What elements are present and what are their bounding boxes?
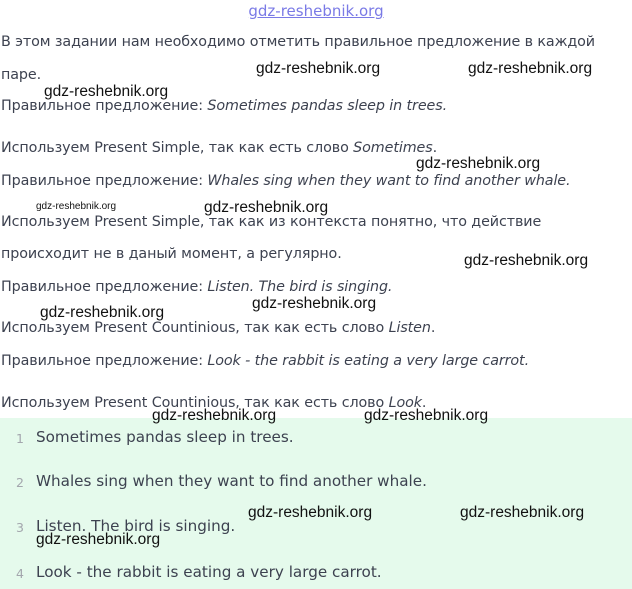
explanation-line	[1, 140, 437, 156]
watermark: gdz-reshebnik.org	[36, 201, 117, 212]
correct-sentence-line	[1, 173, 570, 189]
explanation-text: Используем Present Simple, так как есть слово	[1, 140, 349, 156]
watermark: gdz-reshebnik.org	[248, 504, 373, 521]
correct-label: Правильное предложение:	[1, 353, 203, 369]
answer-text: Look - the rabbit is eating a very large carrot.	[36, 563, 382, 581]
explanation-keyword: Listen	[388, 320, 431, 336]
explanation-text: Используем Present Countinious, так как есть слово	[1, 320, 385, 336]
watermark: gdz-reshebnik.org	[416, 155, 541, 172]
answer-number: 3	[16, 520, 24, 535]
watermark: gdz-reshebnik.org	[152, 407, 277, 424]
correct-sentence: Look - the rabbit is eating a very large carrot.	[207, 353, 530, 369]
answer-number: 4	[16, 566, 24, 581]
watermark: gdz-reshebnik.org	[256, 60, 381, 77]
watermark: gdz-reshebnik.org	[460, 504, 585, 521]
watermark: gdz-reshebnik.org	[468, 60, 593, 77]
correct-sentence-line	[1, 353, 529, 369]
answer-number: 1	[16, 431, 24, 446]
watermark: gdz-reshebnik.org	[464, 252, 589, 269]
explanation-text: происходит не в даный момент, а регулярно.	[1, 246, 342, 262]
watermark: gdz-reshebnik.org	[252, 295, 377, 312]
answer-number: 2	[16, 475, 24, 490]
intro-line-1: В этом задании нам необходимо отметить правильное предложение в каждой	[1, 34, 595, 50]
answer-item	[0, 472, 632, 494]
watermark: gdz-reshebnik.org	[364, 407, 489, 424]
correct-sentence-line	[1, 279, 392, 295]
explanation-suffix: .	[432, 140, 438, 156]
watermark: gdz-reshebnik.org	[204, 199, 329, 216]
explanation-text: Используем Present Simple, так как из контекста понятно, что действие	[1, 214, 542, 230]
answer-text: Sometimes pandas sleep in trees.	[36, 428, 294, 446]
explanation-keyword: Sometimes	[353, 140, 433, 156]
watermark: gdz-reshebnik.org	[36, 531, 161, 548]
correct-sentence: Listen. The bird is singing.	[207, 279, 393, 295]
answer-text: Listen. The bird is singing.	[36, 517, 236, 535]
explanation-keyword: Look	[388, 395, 422, 411]
correct-label: Правильное предложение:	[1, 173, 203, 189]
correct-sentence: Whales sing when they want to find another whale.	[207, 173, 571, 189]
watermark: gdz-reshebnik.org	[40, 304, 165, 321]
explanation-suffix: .	[421, 395, 427, 411]
correct-label: Правильное предложение:	[1, 98, 203, 114]
watermark: gdz-reshebnik.org	[44, 83, 169, 100]
site-logo[interactable]: gdz-reshebnik.org	[248, 2, 384, 20]
explanation-line	[1, 246, 342, 262]
intro-line-2: паре.	[1, 67, 42, 83]
explanation-suffix: .	[430, 320, 436, 336]
correct-sentence: Sometimes pandas sleep in trees.	[207, 98, 448, 114]
answer-text: Whales sing when they want to find another whale.	[36, 472, 427, 490]
explanation-text: Используем Present Countinious, так как есть слово	[1, 395, 385, 411]
answer-item	[0, 428, 632, 450]
correct-label: Правильное предложение:	[1, 279, 203, 295]
answer-item	[0, 563, 632, 585]
explanation-line	[1, 320, 435, 336]
